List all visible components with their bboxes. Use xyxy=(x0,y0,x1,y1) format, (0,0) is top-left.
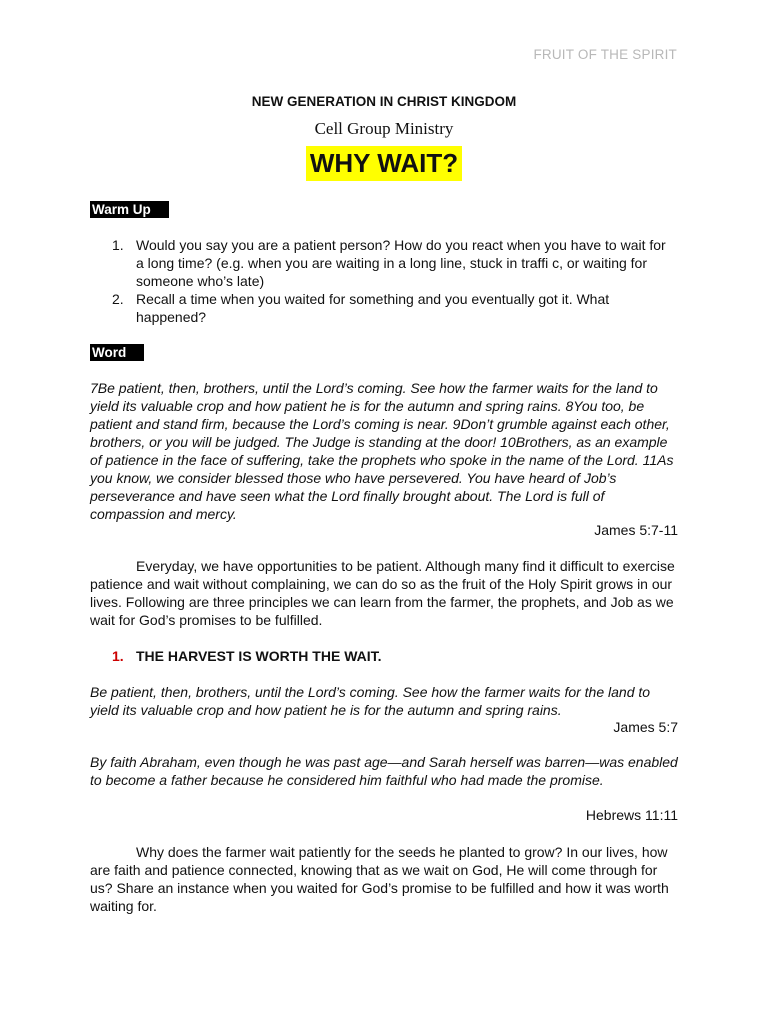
list-item xyxy=(112,290,672,326)
principle-heading-text: THE HARVEST IS WORTH THE WAIT. xyxy=(136,648,382,664)
intro-paragraph: Everyday, we have opportunities to be patient. Although many find it difficult to exercise patience and wait without complaining, we can do so as the fruit of the Holy Spirit grows in our lives. Following are three principles we can learn from the farmer, the prophets, and Job as we wait for God’s promises to be fulfilled. xyxy=(90,558,675,628)
scripture-passage: 7Be patient, then, brothers, until the Lord’s coming. See how the farmer waits for the land to yield its valuable crop and how patient he is for the autumn and spring rains. 8You too, be patient and stand firm, because the Lord’s coming is near. 9Don’t grumble against each other, brothers, or you will be judged. The Judge is standing at the door! 10Brothers, as an example of patience in the face of suffering, take the prophets who spoke in the name of the Lord. 11As you know, we consider blessed those who have persevered. You have heard of Job’s perseverance and have seen what the Lord finally brought about. The Lord is full of compassion and mercy. xyxy=(90,380,674,522)
discussion-paragraph: Why does the farmer wait patiently for the seeds he planted to grow? In our lives, how are faith and patience connected, knowing that as we wait on God, He will come through for us? Share an instance when you waited for God’s promise to be fulfilled and how it was worth waiting for. xyxy=(90,844,669,914)
verse-james: Be patient, then, brothers, until the Lord’s coming. See how the farmer waits for the land to yield its valuable crop and how patient he is for the autumn and spring rains. xyxy=(90,684,651,718)
list-item-number: 2. xyxy=(112,291,124,307)
verse-reference-james: James 5:7 xyxy=(613,719,678,735)
ministry-name: Cell Group Ministry xyxy=(314,119,454,138)
section-label-word: Word xyxy=(90,344,144,361)
principle-heading xyxy=(112,648,382,664)
verse-reference-hebrews: Hebrews 11:11 xyxy=(585,807,678,823)
list-item-number: 1. xyxy=(112,237,124,253)
page-title: WHY WAIT? xyxy=(306,146,462,181)
list-item xyxy=(112,236,672,290)
organization-name: NEW GENERATION IN CHRIST KINGDOM xyxy=(251,94,517,109)
verse-hebrews: By faith Abraham, even though he was past age—and Sarah herself was barren—was enabled to become a father because he considered him faithful who had made the promise. xyxy=(90,754,678,788)
title-wrapper xyxy=(0,146,768,181)
principle-number: 1. xyxy=(112,648,124,664)
section-label-warm-up: Warm Up xyxy=(90,201,169,218)
list-item-text: Recall a time when you waited for something and you eventually got it. What happened? xyxy=(136,291,610,325)
list-item-text: Would you say you are a patient person? How do you react when you have to wait for a long time? (e.g. when you are waiting in a long line, stuck in traffi c, or waiting for someone who’s late) xyxy=(136,237,666,289)
warm-up-question-list xyxy=(112,236,672,326)
running-header: FRUIT OF THE SPIRIT xyxy=(533,47,677,62)
scripture-reference: James 5:7-11 xyxy=(594,522,678,538)
